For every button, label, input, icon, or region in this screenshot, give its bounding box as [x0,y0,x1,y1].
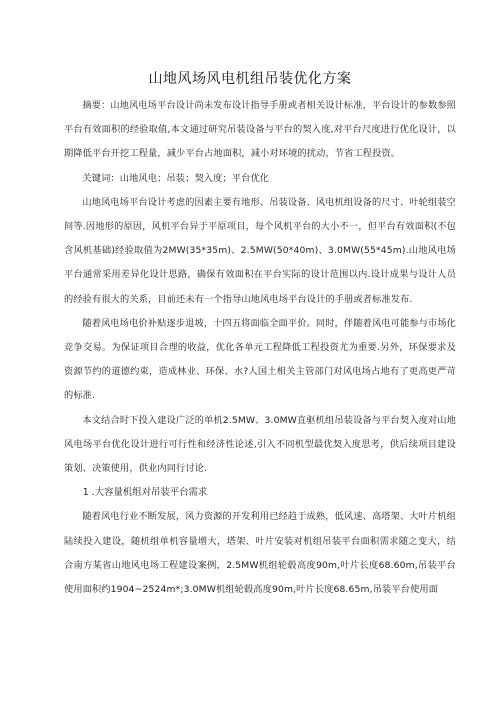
body-paragraph-3: 本文结合时下投入建设广泛的单机2.5MW、3.0MW直驱机组吊装设备与平台契入度对山地风电场平台优化设计进行可行性和经济性论述,引入不同机型最优契入度思考，供后续项目建设策划、决策使用，供业内同行讨论. [64,414,456,475]
document-title: 山地风场风电机组吊装优化方案 [148,71,352,87]
section-1-paragraph: 随着风电行业不断发展，风力资源的开发利用已经趋于成熟，低风速、高塔架、大叶片机组陆续投入建设，随机组单机容量增大，塔架、叶片安装对机组吊装平台面积需求随之变大，结合南方某省山地风电场工程建设案例，2.5MW机组轮毂高度90m,叶片长度68.60m,吊装平台使用面积约1904~2524m*;3.0MW机组轮毂高度90m,叶片长度68.65m,吊装平台使用面 [64,511,456,596]
document-body [64,94,456,602]
section-1-heading: 1 .大容量机组对吊装平台需求 [82,487,208,499]
abstract-paragraph: 摘要：山地风电场平台设计尚未发布设计指导手册或者相关设计标准，平台设计的参数参照平台有效面积的经验取值,本文通过研究吊装设备与平台的契入度,对平台尺度进行优化设计，以期降低平台开挖工程量，减少平台占地面积，减小对环境的扰动，节省工程投资。 [64,100,456,160]
keywords-line: 关键词：山地风电；吊装；契入度；平台优化 [82,172,270,184]
body-paragraph-1: 山地风电场平台设计考虑的因素主要有地形、吊装设备、风电机组设备的尺寸、叶轮组装空间等.因地形的原因，风机平台异于平原项目，每个风机平台的大小不一，但平台有效面积(不包含风机基础)经验取值为2MW(35*35m)、2.5MW(50*40m)、3.0MW(55*45m).山地风电场平台通常采用差异化设计思路，确保有效面积在平台实际的设计范围以内.设计成果与设计人员的经验有很大的关系，目前还未有一个指导山地风电场平台设计的手册或者标准发布. [64,196,456,305]
body-paragraph-2: 随着风电场电价补贴逐步退坡，十四五将面临全面平价。同时，伴随着风电可能参与市场化竞争交易。为保证项目合理的收益，优化各单元工程降低工程投资尤为重要.另外，环保要求及资源节约的道德约束，造成林业、环保、水?人国土相关主管部门对风电场占地有了更高更严苛的标准. [64,317,456,402]
